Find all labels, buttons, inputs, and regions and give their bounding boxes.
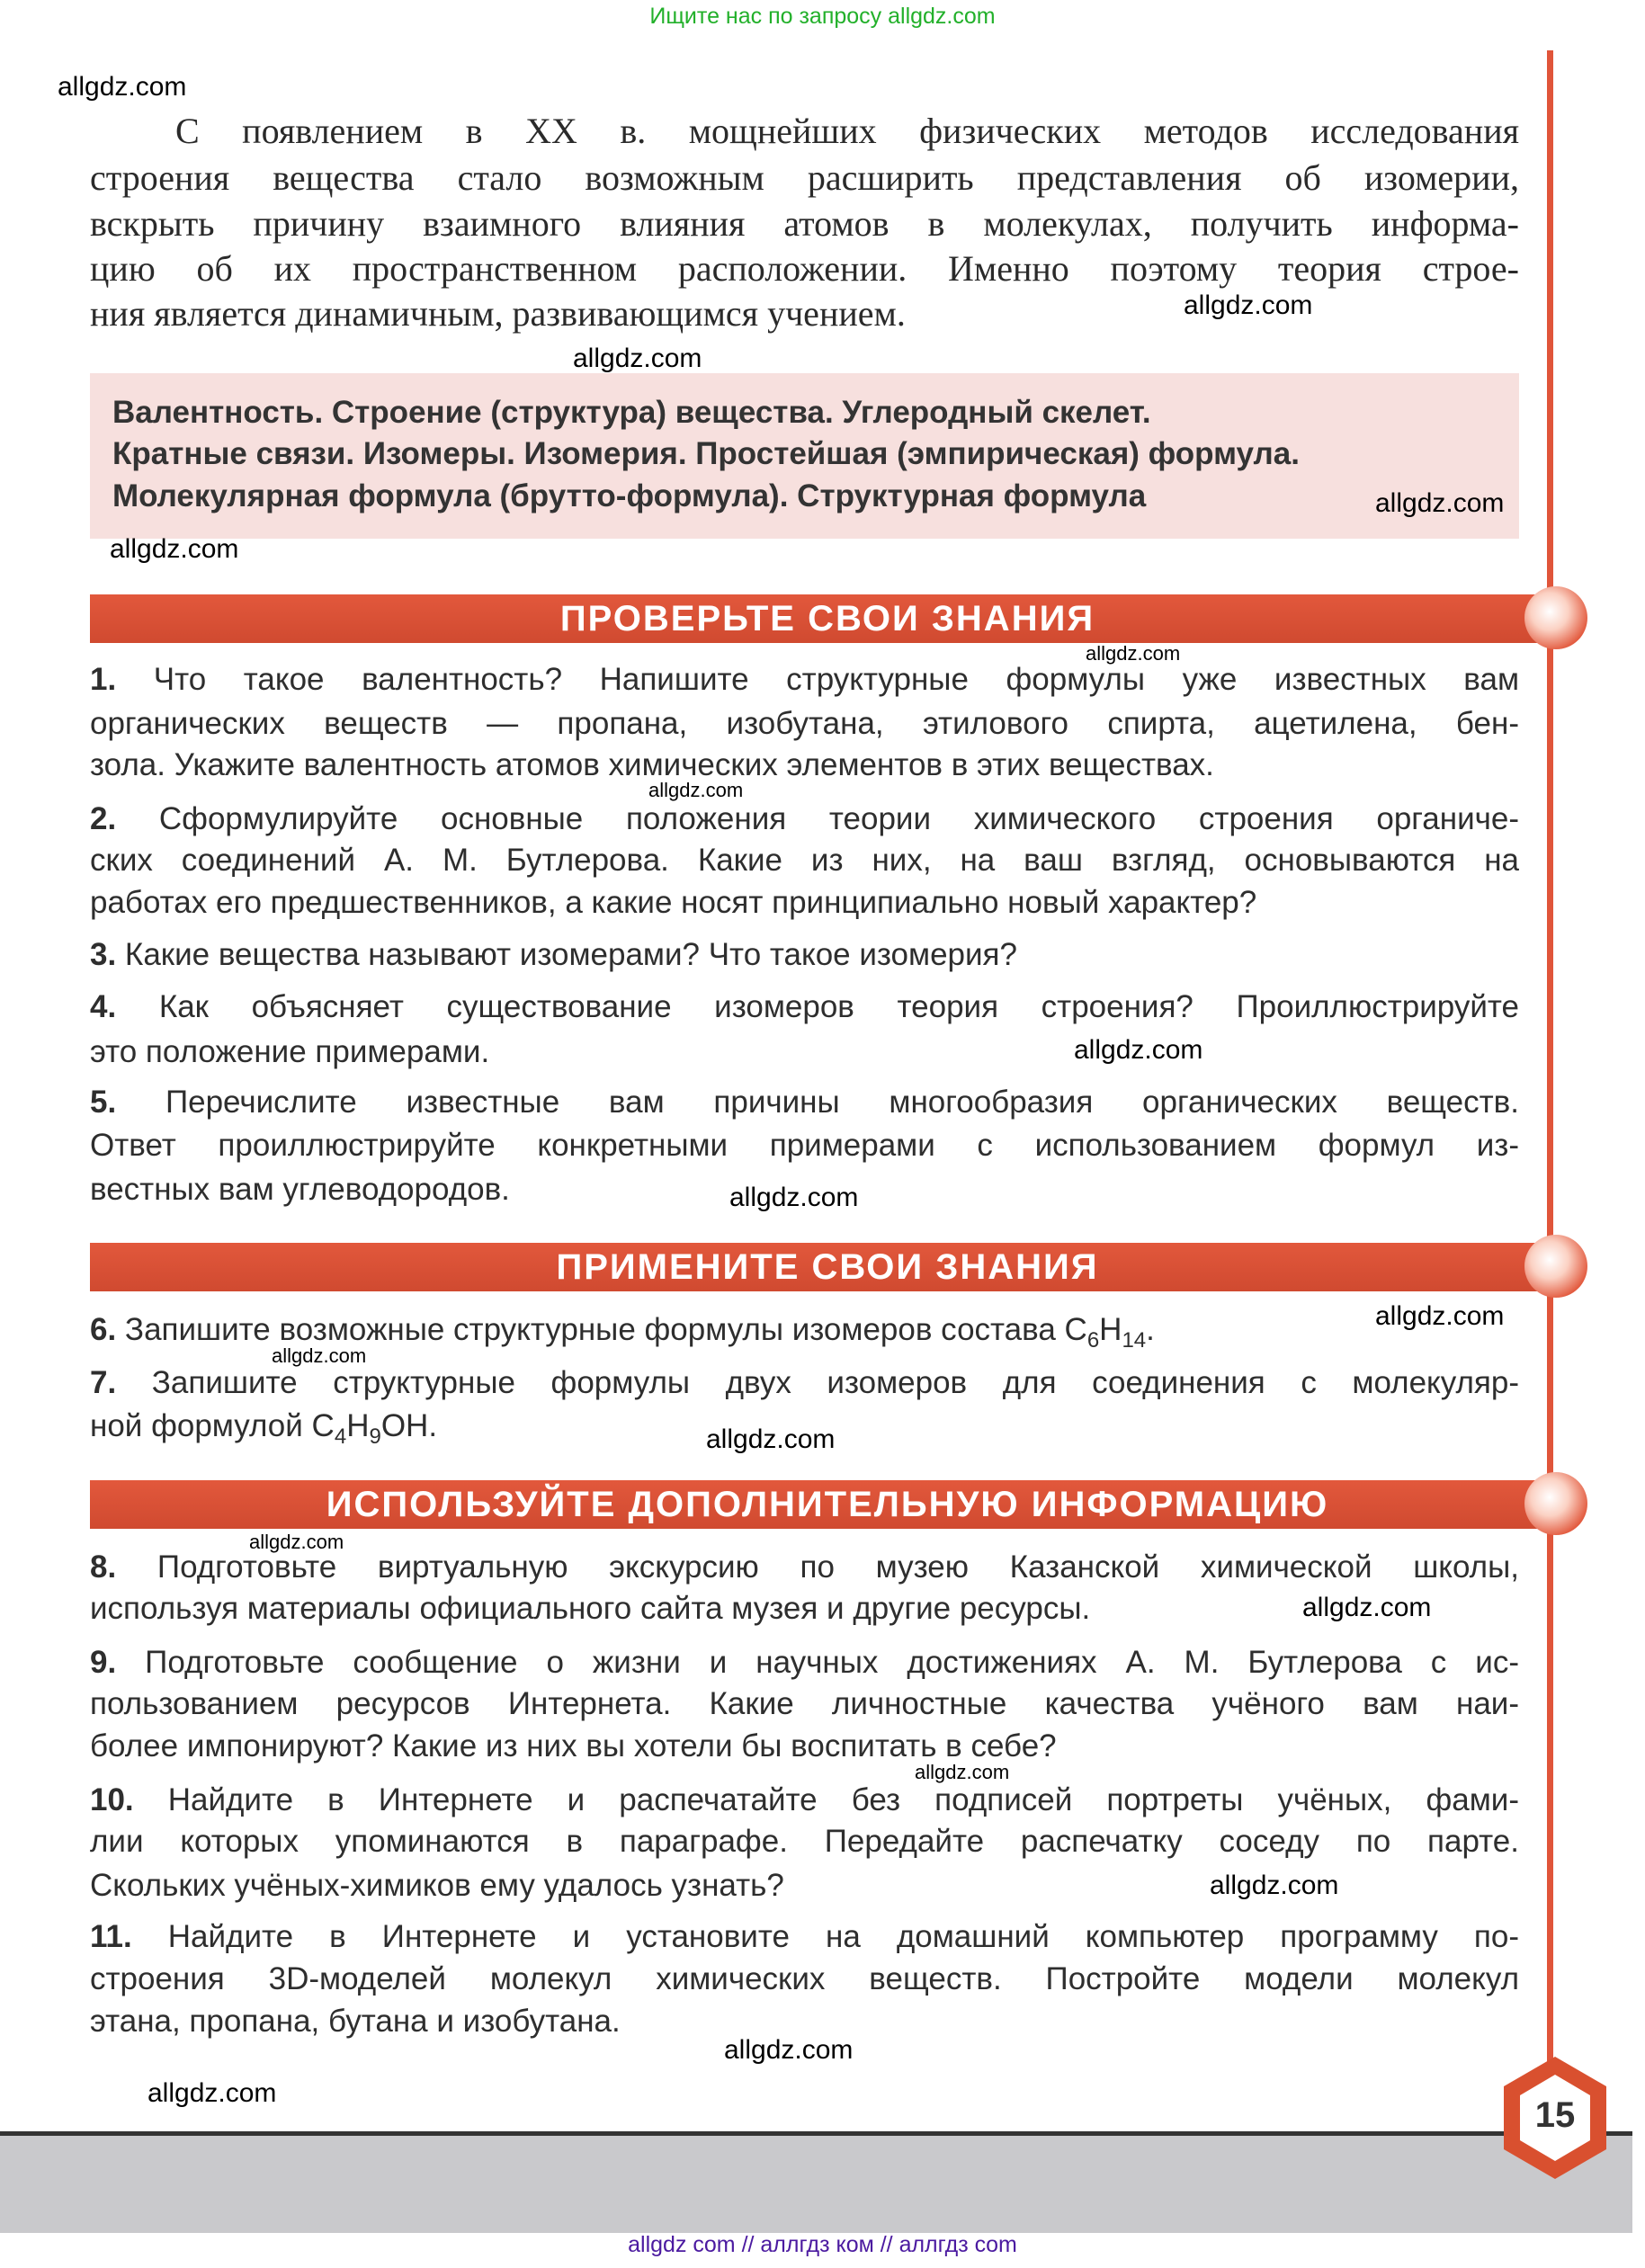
intro-line: ния является динамичным, развивающимся учением.	[90, 293, 906, 334]
question-2-line	[90, 840, 1519, 881]
banner-circle-icon	[1524, 586, 1587, 649]
question-text: Какие вещества называют изомерами? Что такое изомерия?	[116, 937, 1017, 972]
intro-line: С появлением в XX в. мощнейших физических методов исследования	[175, 111, 1519, 151]
question-text: OH.	[380, 1408, 438, 1443]
watermark: allgdz.com	[724, 2035, 854, 2065]
question-9-line	[90, 1683, 1519, 1725]
question-number: 7.	[90, 1365, 117, 1400]
question-text: это положение примерами.	[90, 1034, 490, 1069]
intro-line: вскрыть причину взаимного влияния атомов в молекулах, получить информа-	[90, 203, 1519, 244]
section-banner-check-knowledge: ПРОВЕРЬТЕ СВОИ ЗНАНИЯ	[90, 594, 1565, 643]
question-text: ной формулой C	[90, 1408, 335, 1443]
question-text: Что такое валентность? Напишите структурные формулы уже известных вам	[116, 662, 1519, 697]
question-number: 2.	[90, 801, 117, 836]
question-3-line	[90, 934, 1519, 976]
question-text: этана, пропана, бутана и изобутана.	[90, 2004, 621, 2039]
question-number: 10.	[90, 1782, 134, 1817]
intro-line: строения вещества стало возможным расширить представления об изомерии,	[90, 157, 1519, 198]
watermark: allgdz.com	[249, 1531, 344, 1553]
subscript: 14	[1122, 1328, 1147, 1353]
question-1-line	[90, 659, 1519, 701]
question-text: зола. Укажите валентность атомов химических элементов в этих веществах.	[90, 747, 1214, 782]
watermark: allgdz.com	[1086, 642, 1181, 665]
question-2-line	[90, 799, 1519, 840]
question-text: H	[1099, 1312, 1122, 1347]
question-text: Запишите возможные структурные формулы изомеров состава C	[116, 1312, 1087, 1347]
watermark: allgdz.com	[648, 779, 744, 801]
question-5-line	[90, 1082, 1519, 1123]
banner-circle-icon	[1524, 1235, 1587, 1298]
question-text: органических веществ — пропана, изобутана, этилового спирта, ацетилена, бен-	[90, 706, 1519, 741]
watermark: allgdz.com	[729, 1183, 859, 1212]
question-text: строения 3D-моделей молекул химических веществ. Постройте модели молекул	[90, 1961, 1519, 1996]
question-1-line	[90, 745, 1519, 786]
question-1-line	[90, 703, 1519, 745]
question-text: Подготовьте виртуальную экскурсию по музею Казанской химической школы,	[116, 1549, 1519, 1585]
section-banner-extra-info: ИСПОЛЬЗУЙТЕ ДОПОЛНИТЕЛЬНУЮ ИНФОРМАЦИЮ	[90, 1480, 1565, 1529]
question-number: 6.	[90, 1312, 117, 1347]
watermark: allgdz.com	[706, 1424, 836, 1454]
subscript: 6	[1086, 1328, 1100, 1353]
question-text: Сформулируйте основные положения теории химического строения органиче-	[116, 801, 1519, 836]
question-4-line	[90, 1031, 1519, 1073]
subscript: 4	[334, 1424, 347, 1449]
question-number: 11.	[90, 1919, 132, 1954]
page-footer-band	[0, 2131, 1632, 2233]
question-10-line	[90, 1780, 1519, 1821]
question-text: Как объясняет существование изомеров теория строения? Проиллюстрируйте	[116, 989, 1519, 1024]
watermark: allgdz.com	[1210, 1871, 1339, 1900]
watermark: allgdz.com	[1302, 1593, 1432, 1622]
question-text: лии которых упоминаются в параграфе. Передайте распечатку соседу по парте.	[90, 1824, 1519, 1859]
watermark: allgdz.com	[110, 534, 239, 564]
page-number: 15	[1534, 2095, 1576, 2135]
question-number: 8.	[90, 1549, 117, 1585]
watermark: allgdz.com	[58, 72, 187, 102]
question-text: Подготовьте сообщение о жизни и научных достижениях А. М. Бутлерова с ис-	[116, 1645, 1519, 1680]
search-hint-banner: Ищите нас по запросу allgdz.com	[649, 4, 996, 29]
watermark: allgdz.com	[272, 1344, 367, 1367]
question-text: ских соединений А. М. Бутлерова. Какие из них, на ваш взгляд, основываются на	[90, 843, 1519, 878]
question-9-line	[90, 1726, 1519, 1767]
key-term-line: Молекулярная формула (брутто-формула). Структурная формула	[112, 478, 1147, 513]
question-text: используя материалы официального сайта музея и другие ресурсы.	[90, 1591, 1091, 1626]
question-text: вестных вам углеводородов.	[90, 1172, 510, 1207]
question-number: 4.	[90, 989, 117, 1024]
question-5-line	[90, 1125, 1519, 1166]
watermark: allgdz.com	[573, 344, 702, 373]
watermark: allgdz.com	[1074, 1035, 1203, 1065]
question-number: 1.	[90, 662, 117, 697]
question-2-line	[90, 882, 1519, 924]
question-number: 3.	[90, 937, 117, 972]
subscript: 9	[369, 1424, 381, 1449]
watermark: allgdz.com	[148, 2078, 277, 2108]
watermark: allgdz.com	[1375, 488, 1505, 518]
question-text: Перечислите известные вам причины многообразия органических веществ.	[116, 1085, 1519, 1120]
question-text: Скольких учёных-химиков ему удалось узнать?	[90, 1868, 784, 1903]
question-text: H	[346, 1408, 370, 1443]
question-4-line	[90, 987, 1519, 1028]
intro-line: цию об их пространственном расположении. Именно поэтому теория строе-	[90, 248, 1519, 289]
question-11-line	[90, 1916, 1519, 1958]
key-term-line: Кратные связи. Изомеры. Изомерия. Простейшая (эмпирическая) формула.	[112, 436, 1300, 471]
footer-note: allgdz com // аллгдз ком // аллгдз com	[628, 2232, 1017, 2257]
question-text: Найдите в Интернете и установите на домашний компьютер программу по-	[131, 1919, 1519, 1954]
question-text: работах его предшественников, а какие носят принципиально новый характер?	[90, 885, 1257, 920]
section-banner-apply-knowledge: ПРИМЕНИТЕ СВОИ ЗНАНИЯ	[90, 1243, 1565, 1291]
question-11-line	[90, 1959, 1519, 2000]
question-7-line	[90, 1362, 1519, 1404]
question-9-line	[90, 1642, 1519, 1683]
question-text: Запишите структурные формулы двух изомеров для соединения с молекуляр-	[116, 1365, 1519, 1400]
question-text: более импонируют? Какие из них вы хотели бы воспитать в себе?	[90, 1728, 1057, 1764]
question-text: пользованием ресурсов Интернета. Какие личностные качества учёного вам наи-	[90, 1686, 1519, 1721]
question-number: 9.	[90, 1645, 117, 1680]
watermark: allgdz.com	[1375, 1301, 1505, 1331]
question-text: .	[1146, 1312, 1155, 1347]
question-text: Ответ проиллюстрируйте конкретными примерами с использованием формул из-	[90, 1128, 1519, 1163]
question-10-line	[90, 1821, 1519, 1862]
question-number: 5.	[90, 1085, 117, 1120]
key-term-line: Валентность. Строение (структура) вещества. Углеродный скелет.	[112, 395, 1151, 430]
page-margin-line	[1547, 50, 1553, 2133]
watermark: allgdz.com	[1184, 290, 1313, 320]
banner-circle-icon	[1524, 1472, 1587, 1535]
question-text: Найдите в Интернете и распечатайте без подписей портреты учёных, фами-	[133, 1782, 1519, 1817]
watermark: allgdz.com	[915, 1761, 1010, 1783]
